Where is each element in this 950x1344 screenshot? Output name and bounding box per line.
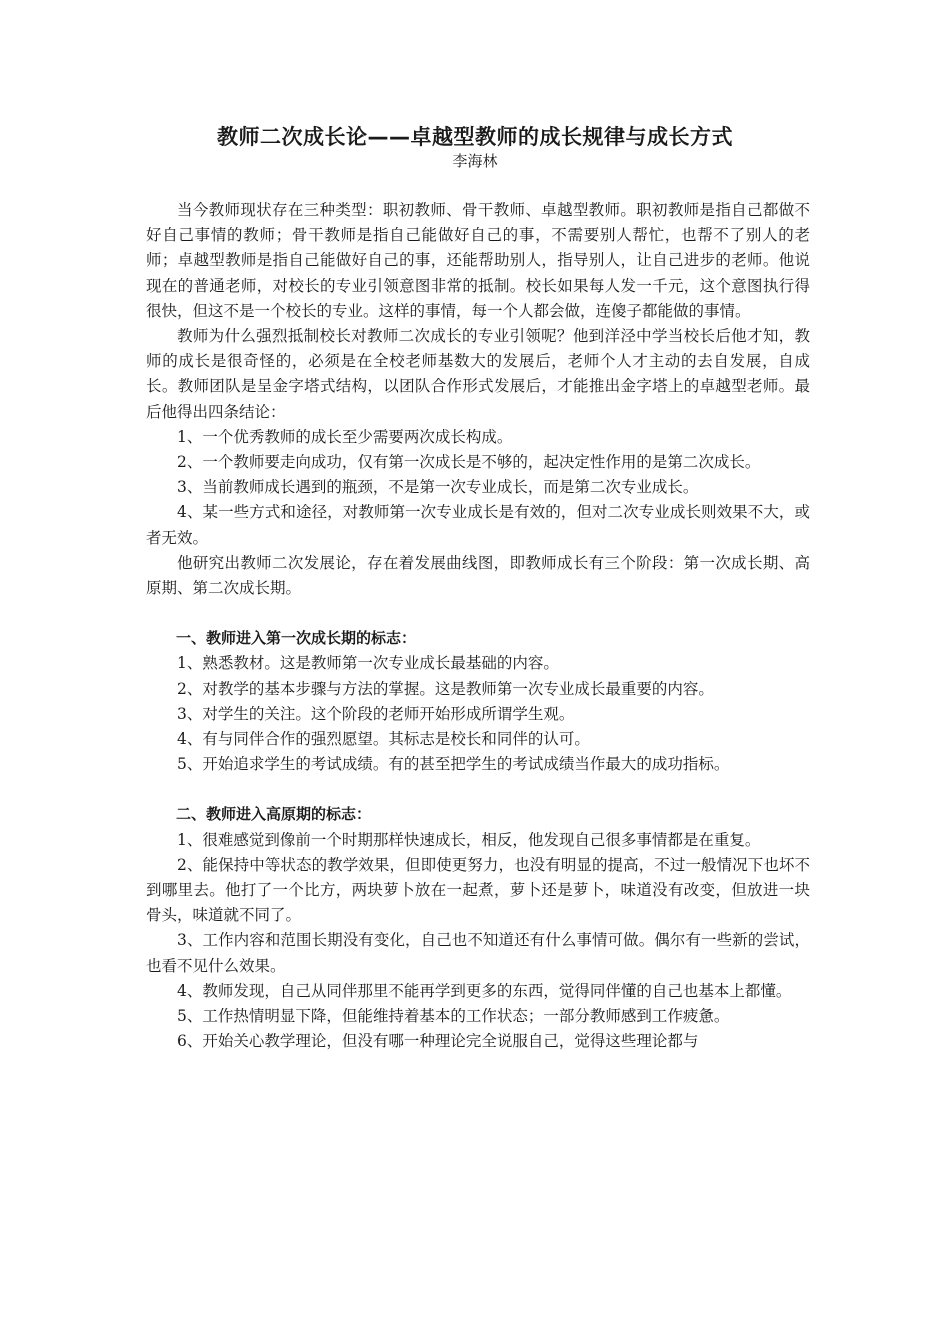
list-item: 4、教师发现，自己从同伴那里不能再学到更多的东西，觉得同伴懂的自己也基本上都懂。 [177, 981, 792, 1000]
conclusion-item: 3、当前教师成长遇到的瓶颈，不是第一次专业成长，而是第二次专业成长。 [177, 478, 699, 497]
section-spacer [146, 777, 810, 802]
section-heading: 一、教师进入第一次成长期的标志： [176, 629, 417, 648]
intro-paragraph: 教师为什么强烈抵制校长对教师二次成长的专业引领呢？他到洋泾中学当校长后他才知，教师的成长是很奇怪的，必须是在全校老师基数大的发展后，老师个人才主动的去自发展，自成长。教师团队是呈金字塔式结构，以团队合作形式发展后，才能推出金字塔上的卓越型老师。最后他得出四条结论： [146, 327, 810, 421]
list-item: 3、对学生的关注。这个阶段的老师开始形成所谓学生观。 [177, 704, 575, 723]
list-item: 5、开始追求学生的考试成绩。有的甚至把学生的考试成绩当作最大的成功指标。 [177, 755, 730, 774]
list-item: 1、很难感觉到像前一个时期那样快速成长，相反，他发现自己很多事情都是在重复。 [177, 830, 761, 849]
section-heading: 二、教师进入高原期的标志： [176, 805, 372, 824]
conclusion-item: 4、某一些方式和途径，对教师第一次专业成长是有效的，但对二次专业成长则效果不大，或者无效。 [146, 503, 810, 547]
list-item: 6、开始关心教学理论，但没有哪一种理论完全说服自己，觉得这些理论都与 [177, 1032, 699, 1051]
list-item: 4、有与同伴合作的强烈愿望。其标志是校长和同伴的认可。 [177, 730, 590, 749]
document-body [146, 198, 810, 1055]
conclusion-item: 2、一个教师要走向成功，仅有第一次成长是不够的，起决定性作用的是第二次成长。 [177, 453, 761, 472]
list-item: 3、工作内容和范围长期没有变化，自己也不知道还有什么事情可做。偶尔有一些新的尝试，也看不见什么效果。 [146, 931, 810, 975]
section-spacer [146, 601, 810, 626]
intro-paragraph: 他研究出教师二次发展论，存在着发展曲线图，即教师成长有三个阶段：第一次成长期、高原期、第二次成长期。 [146, 553, 810, 598]
document-title: 教师二次成长论——卓越型教师的成长规律与成长方式 [217, 125, 733, 149]
list-item: 2、对教学的基本步骤与方法的掌握。这是教师第一次专业成长最重要的内容。 [177, 679, 714, 698]
list-item: 2、能保持中等状态的教学效果，但即使更努力，也没有明显的提高，不过一般情况下也坏不到哪里去。他打了一个比方，两块萝卜放在一起煮，萝卜还是萝卜，味道没有改变，但放进一块骨头，味道就不同了。 [146, 855, 810, 925]
author-name: 李海林 [452, 152, 498, 170]
list-item: 5、工作热情明显下降，但能维持着基本的工作状态；一部分教师感到工作疲惫。 [177, 1007, 730, 1026]
conclusion-item: 1、一个优秀教师的成长至少需要两次成长构成。 [177, 427, 513, 446]
list-item: 1、熟悉教材。这是教师第一次专业成长最基础的内容。 [177, 654, 559, 673]
intro-paragraph: 当今教师现状存在三种类型：职初教师、骨干教师、卓越型教师。职初教师是指自己都做不好自己事情的教师；骨干教师是指自己能做好自己的事，不需要别人帮忙，也帮不了别人的老师；卓越型教师是指自己能做好自己的事，还能帮助别人，指导别人，让自己进步的老师。他说现在的普通老师，对校长的专业引领意图非常的抵制。校长如果每人发一千元，这个意图执行得很快，但这不是一个校长的专业。这样的事情，每一个人都会做，连傻子都能做的事情。 [146, 201, 810, 320]
